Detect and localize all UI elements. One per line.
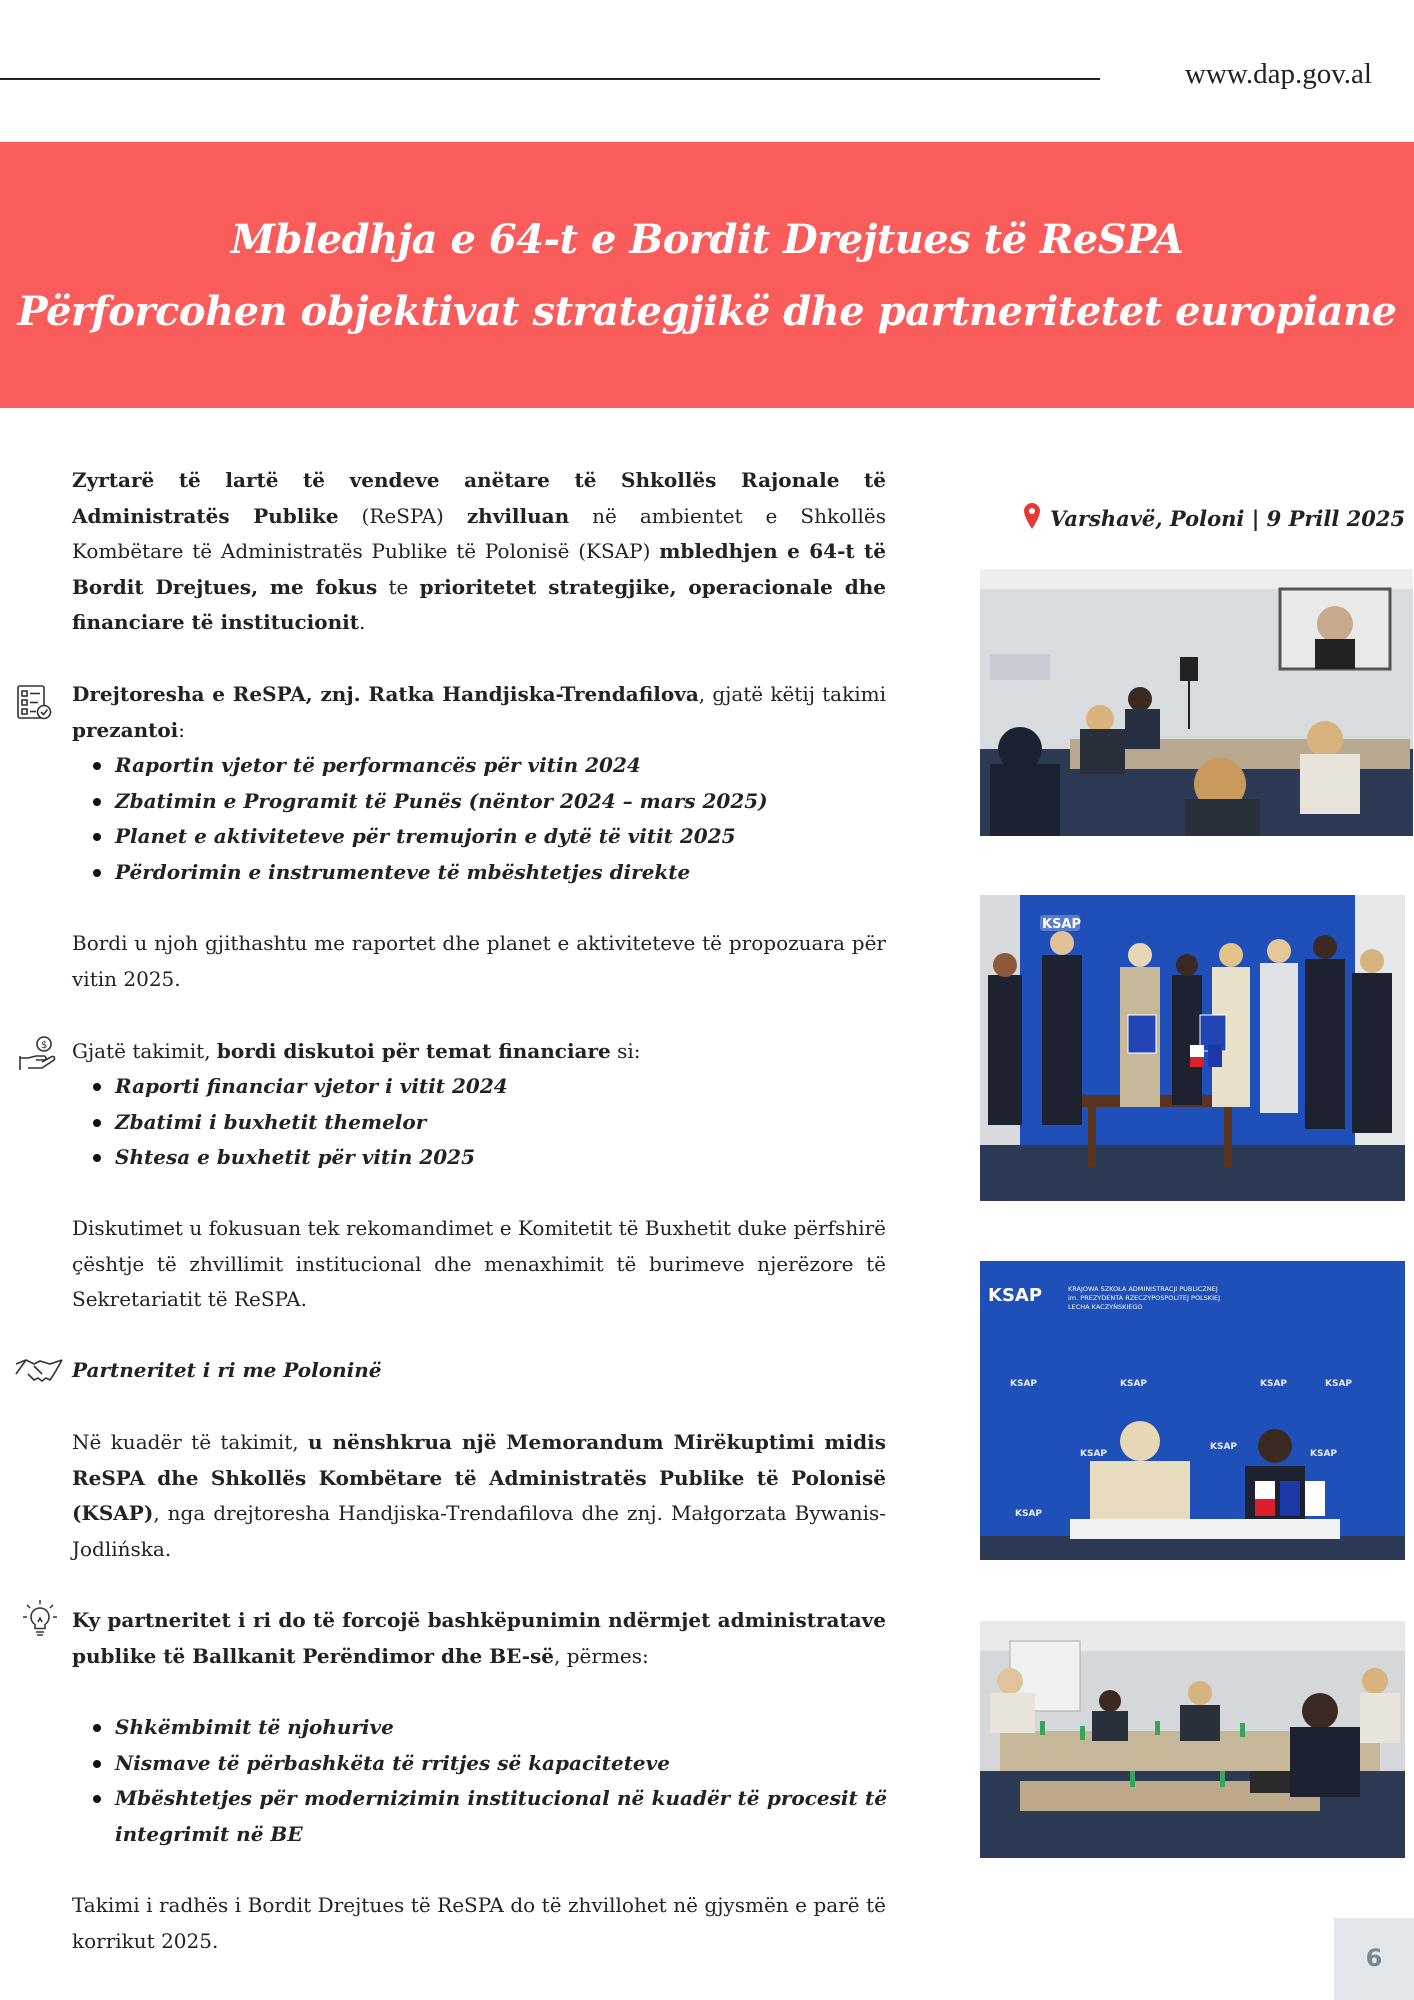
svg-text:KSAP: KSAP [1260, 1379, 1288, 1389]
cooperation-paragraph: Ky partneritet i ri do të forcojë bashkëpunimin ndërmjet administratave publike të Ballkanit Perëndimor dhe BE-së, përmes: [72, 1608, 886, 1668]
list-item: Raportin vjetor të performancës për vitin 2024 [115, 748, 887, 784]
backdrop-text-1: KRAJOWA SZKOŁA ADMINISTRACJI PUBLICZNEJ [1068, 1285, 1218, 1293]
svg-text:$: $ [41, 1040, 48, 1051]
board-plans-paragraph: Bordi u njoh gjithashtu me raportet dhe planet e aktiviteteve të propozuara për vitin 2025. [72, 931, 886, 991]
director-paragraph: Drejtoresha e ReSPA, znj. Ratka Handjiska-Trendafilova, gjatë këtij takimi prezantoi: [72, 682, 886, 742]
closing-paragraph: Takimi i radhës i Bordit Drejtues të ReSPA do të zhvillohet në gjysmën e parë të korrikut 2025. [72, 1893, 886, 1953]
session-photo [980, 1621, 1405, 1858]
list-item: Raporti financiar vjetor i vitit 2024 [115, 1069, 887, 1105]
intro-paragraph: Zyrtarë të lartë të vendeve anëtare të Shkollës Rajonale të Administratës Publike (ReSPA) zhvilluan në ambientet e Shkollës Kombëtare të Administratës Publike të Polonisë (KSAP) mbledhjen e 64-t të Bordit Drejtues, me fokus te prioritetet strategjike, operacionale dhe financiare të institucionit. [72, 468, 887, 634]
money-hand-icon [18, 1034, 58, 1074]
backdrop-text-3: LECHA KACZYŃSKIEGO [1068, 1303, 1143, 1311]
checklist-icon [14, 682, 54, 722]
article-subtitle: Përforcohen objektivat strategjikë dhe partneritetet europiane [17, 288, 1397, 335]
list-item: Shtesa e buxhetit për vitin 2025 [115, 1140, 887, 1176]
backdrop-text-2: im. PREZYDENTA RZECZYPOSPOLITEJ POLSKIEJ [1068, 1294, 1221, 1302]
list-item: Zbatimin e Programit të Punës (nëntor 2024 – mars 2025) [115, 784, 887, 820]
header-rule [0, 78, 1100, 80]
svg-text:KSAP: KSAP [1015, 1509, 1043, 1519]
svg-text:KSAP: KSAP [1120, 1379, 1148, 1389]
finance-list [115, 1069, 887, 1176]
svg-text:KSAP: KSAP [1210, 1442, 1238, 1452]
list-item: Nismave të përbashkëta të rritjes së kapaciteteve [115, 1746, 887, 1782]
article-title: Mbledhja e 64-t e Bordit Drejtues të ReSPA [230, 216, 1184, 263]
title-banner [0, 142, 1414, 408]
list-item: Mbështetjes për modernizimin institucional në kuadër të procesit të integrimit në BE [115, 1781, 887, 1852]
svg-text:KSAP: KSAP [1325, 1379, 1353, 1389]
list-item: Shkëmbimit të njohurive [115, 1710, 887, 1746]
signing-photo [980, 1261, 1405, 1560]
presented-list [115, 748, 887, 890]
location-pin-icon [1022, 502, 1042, 535]
ksap-logo-text: KSAP [1042, 917, 1082, 932]
list-item: Zbatimi i buxhetit themelor [115, 1105, 887, 1141]
handshake-icon [14, 1352, 64, 1386]
partnership-heading: Partneritet i ri me Poloninë [72, 1358, 382, 1382]
svg-text:KSAP: KSAP [1080, 1449, 1108, 1459]
group-photo [980, 895, 1405, 1201]
page-number-box [1334, 1918, 1414, 2000]
discussions-paragraph: Diskutimet u fokusuan tek rekomandimet e Komitetit të Buxhetit duke përfshirë çështje të zhvillimit institucional dhe menaxhimit të burimeve njerëzore të Sekretariatit të ReSPA. [72, 1216, 886, 1311]
finance-paragraph: Gjatë takimit, bordi diskutoi për temat financiare si: [72, 1039, 641, 1063]
website-link[interactable]: www.dap.gov.al [1184, 58, 1372, 90]
lightbulb-icon [20, 1598, 60, 1638]
svg-text:KSAP: KSAP [1010, 1379, 1038, 1389]
meeting-photo [980, 569, 1413, 836]
location-label: Varshavë, Poloni | 9 Prill 2025 [1022, 502, 1405, 535]
list-item: Përdorimin e instrumenteve të mbështetjes direkte [115, 855, 887, 891]
partnership-paragraph: Në kuadër të takimit, u nënshkrua një Memorandum Mirëkuptimi midis ReSPA dhe Shkollës Kombëtare të Administratës Publike të Polonisë (KSAP), nga drejtoresha Handjiska-Trendafilova dhe znj. Małgorzata Bywanis-Jodlińska. [72, 1430, 886, 1561]
ksap-backdrop-logo: KSAP [988, 1285, 1043, 1306]
svg-text:KSAP: KSAP [1310, 1449, 1338, 1459]
cooperation-list [115, 1710, 887, 1852]
list-item: Planet e aktiviteteve për tremujorin e dytë të vitit 2025 [115, 819, 887, 855]
page-number: 6 [1365, 1944, 1383, 1972]
